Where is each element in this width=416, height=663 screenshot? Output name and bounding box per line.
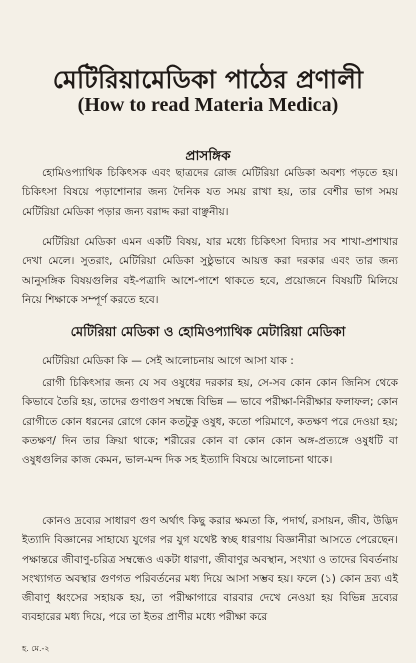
page-subtitle: (How to read Materia Medica) [77,94,339,116]
paragraph: রোগী চিকিৎসার জন্য যে সব ওষুধের দরকার হয়, সে-সব কোন কোন জিনিস থেকে কিভাবে তৈরি হয়, তাদের গুণাগুণ সম্বন্ধে বিভিন্ন — ভাবে পরীক্ষা-নিরীক্ষার ফলাফল; কোন রোগীতে কোন ধরনের রোগে কোন কতটুকু ওষুধ, কতো পরিমাণে, কতক্ষণ পরে দেওয়া হয়; কতক্ষণ/ দিন তার ক্রিয়া থাকে; শরীরের কোন বা কোন কোন অঙ্গ-প্রত্যঙ্গে ওষুধটি বা ওষুধগুলির কাজ কেমন, ভাল-মন্দ দিক সহ ইত্যাদি বিষয়ে আলোচনা থাকে। [22,377,398,467]
paragraph: মেটিরিয়া মেডিকা এমন একটি বিষয়, যার মধ্যে চিকিৎসা বিদ্যার সব শাখা-প্রশাখার দেখা মেলে। সুতরাং, মেটিরিয়া মেডিকা সুষ্ঠুভাবে আয়ত্ত করা দরকার এবং তার জন্য আনুসঙ্গিক বিষয়গুলির বই-পত্রাদি আশে-পাশে থাকতে হবে, প্রয়োজনে বিষয়টি মিলিয়ে নিয়ে শিক্ষাকে সম্পূর্ণ করতে হবে। [22,236,398,306]
page-footer: হ. মে.-২ [22,644,50,653]
paragraph: কোনও দ্রব্যের সাধারণ গুণ অর্থাৎ কিছু করার ক্ষমতা কি, পদার্থ, রসায়ন, জীব, উদ্ভিদ ইত্যাদি বিজ্ঞানের সাহায্যে যুগের পর যুগ যথেষ্ট স্বচ্ছ ধারণায় বিজ্ঞানীরা আসতে পেরেছেন। পক্ষান্তরে জীবাণু-চরিত্র সম্বন্ধেও একটা ধারণা, জীবাণুর অবস্থান, সংখ্যা ও তাদের বিবর্তনায় সংখ্যাগত অবস্থার গুণগত পরিবর্তনের মধ্য দিয়ে আসা সম্ভব হয়। ফলে (১) কোন দ্রব্য এই জীবাণু ধ্বংসের সহায়ক হয়, তা পরীক্ষাগারে বারবার দেখে নেওয়া হয় বিভিন্ন দ্রব্যের ব্যবহারের মধ্য দিয়ে, পরে তা ইতর প্রাণীর মধ্যে পরীক্ষা করে [22,515,398,624]
paragraph-block [22,164,398,222]
subheading: মেটিরিয়া মেডিকা কি — সেই আলোচনায় আগে আসা যাক : [42,355,294,367]
section-heading: মেটিরিয়া মেডিকা ও হোমিওপ্যাথিক মেটারিয়া মেডিকা [70,325,346,340]
paragraph-block [22,512,398,628]
paragraph: হোমিওপ্যাথিক চিকিৎসক এবং ছাত্রদের রোজ মেটিরিয়া মেডিকা অবশ্য পড়তে হয়। চিকিৎসা বিষয়ে পড়াশোনার জন্য দৈনিক যত সময় রাখা হয়, তার বেশীর ভাগ সময় মেটিরিয়া মেডিকা পড়ার জন্য বরাদ্দ করা বাঞ্ছনীয়। [22,167,398,218]
paragraph-block [22,374,398,470]
page-title: মেটিরিয়ামেডিকা পাঠের প্রণালী [52,65,364,94]
paragraph-block [22,233,398,310]
section-heading: প্রাসঙ্গিক [185,148,231,164]
